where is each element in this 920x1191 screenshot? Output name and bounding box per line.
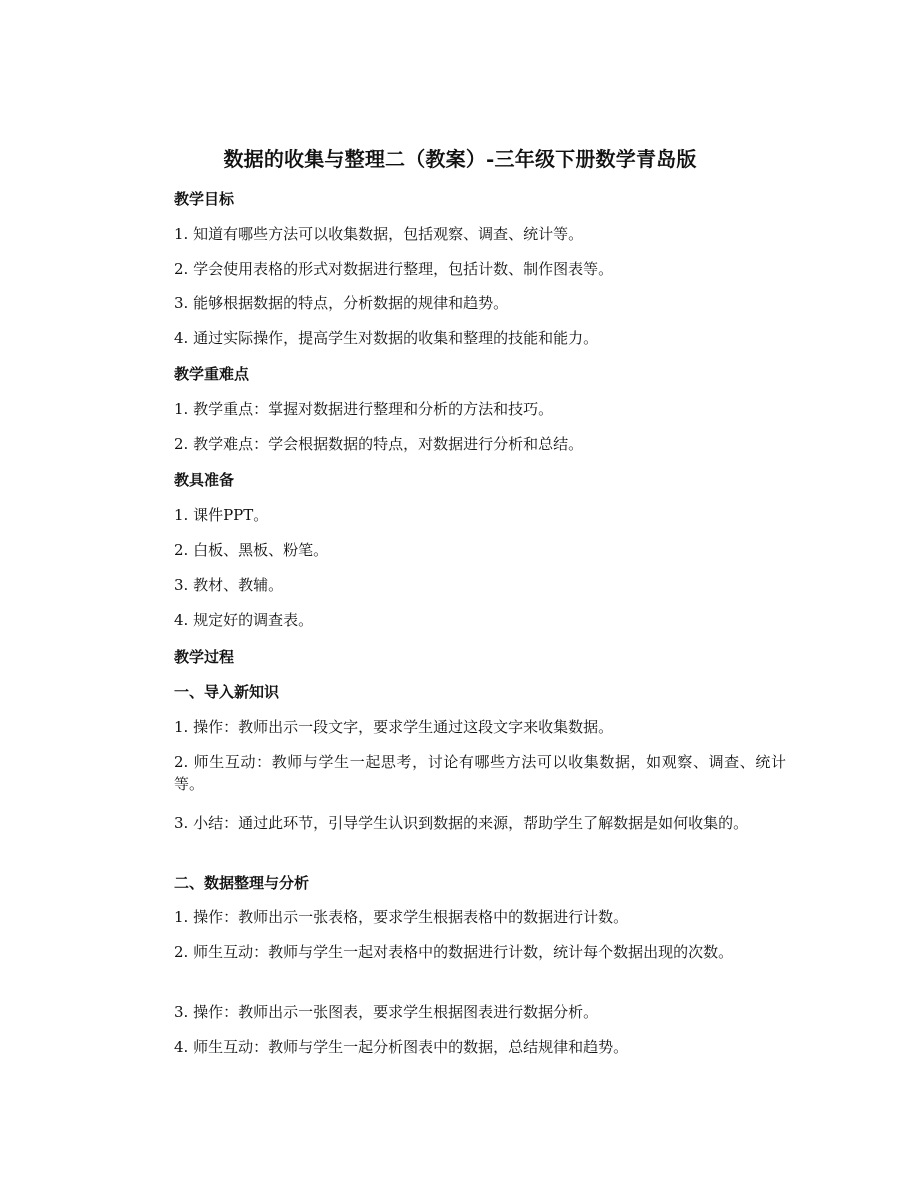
list-item: 3. 教材、教辅。 bbox=[174, 576, 284, 594]
list-item: 2. 白板、黑板、粉笔。 bbox=[174, 541, 329, 559]
list-item: 4. 师生互动：教师与学生一起分析图表中的数据，总结规律和趋势。 bbox=[174, 1038, 629, 1056]
list-item: 3. 能够根据数据的特点，分析数据的规律和趋势。 bbox=[174, 294, 509, 312]
list-item: 1. 教学重点：掌握对数据进行整理和分析的方法和技巧。 bbox=[174, 400, 554, 418]
list-item: 1. 操作：教师出示一段文字，要求学生通过这段文字来收集数据。 bbox=[174, 718, 614, 736]
list-item: 2. 教学难点：学会根据数据的特点，对数据进行分析和总结。 bbox=[174, 435, 584, 453]
list-item: 4. 通过实际操作，提高学生对数据的收集和整理的技能和能力。 bbox=[174, 329, 599, 347]
section-heading-key-points: 教学重难点 bbox=[174, 365, 250, 383]
section-heading-process: 教学过程 bbox=[174, 648, 235, 666]
list-item: 1. 操作：教师出示一张表格，要求学生根据表格中的数据进行计数。 bbox=[174, 908, 629, 926]
list-item: 2. 学会使用表格的形式对数据进行整理，包括计数、制作图表等。 bbox=[174, 260, 614, 278]
document-title: 数据的收集与整理二（教案）-三年级下册数学青岛版 bbox=[223, 147, 697, 171]
list-item: 4. 规定好的调查表。 bbox=[174, 611, 314, 629]
list-item: 1. 知道有哪些方法可以收集数据，包括观察、调查、统计等。 bbox=[174, 225, 584, 243]
subsection-heading-intro: 一、导入新知识 bbox=[174, 683, 280, 701]
subsection-heading-analysis: 二、数据整理与分析 bbox=[174, 874, 310, 892]
list-item: 2. 师生互动：教师与学生一起对表格中的数据进行计数，统计每个数据出现的次数。 bbox=[174, 943, 734, 961]
list-item: 2. 师生互动：教师与学生一起思考，讨论有哪些方法可以收集数据，如观察、调查、统计等。 bbox=[174, 753, 786, 793]
list-item: 1. 课件PPT。 bbox=[174, 506, 269, 524]
section-heading-materials: 教具准备 bbox=[174, 471, 235, 489]
list-item: 3. 小结：通过此环节，引导学生认识到数据的来源，帮助学生了解数据是如何收集的。 bbox=[174, 814, 749, 832]
section-heading-objectives: 教学目标 bbox=[174, 190, 235, 208]
list-item: 3. 操作：教师出示一张图表，要求学生根据图表进行数据分析。 bbox=[174, 1003, 599, 1021]
